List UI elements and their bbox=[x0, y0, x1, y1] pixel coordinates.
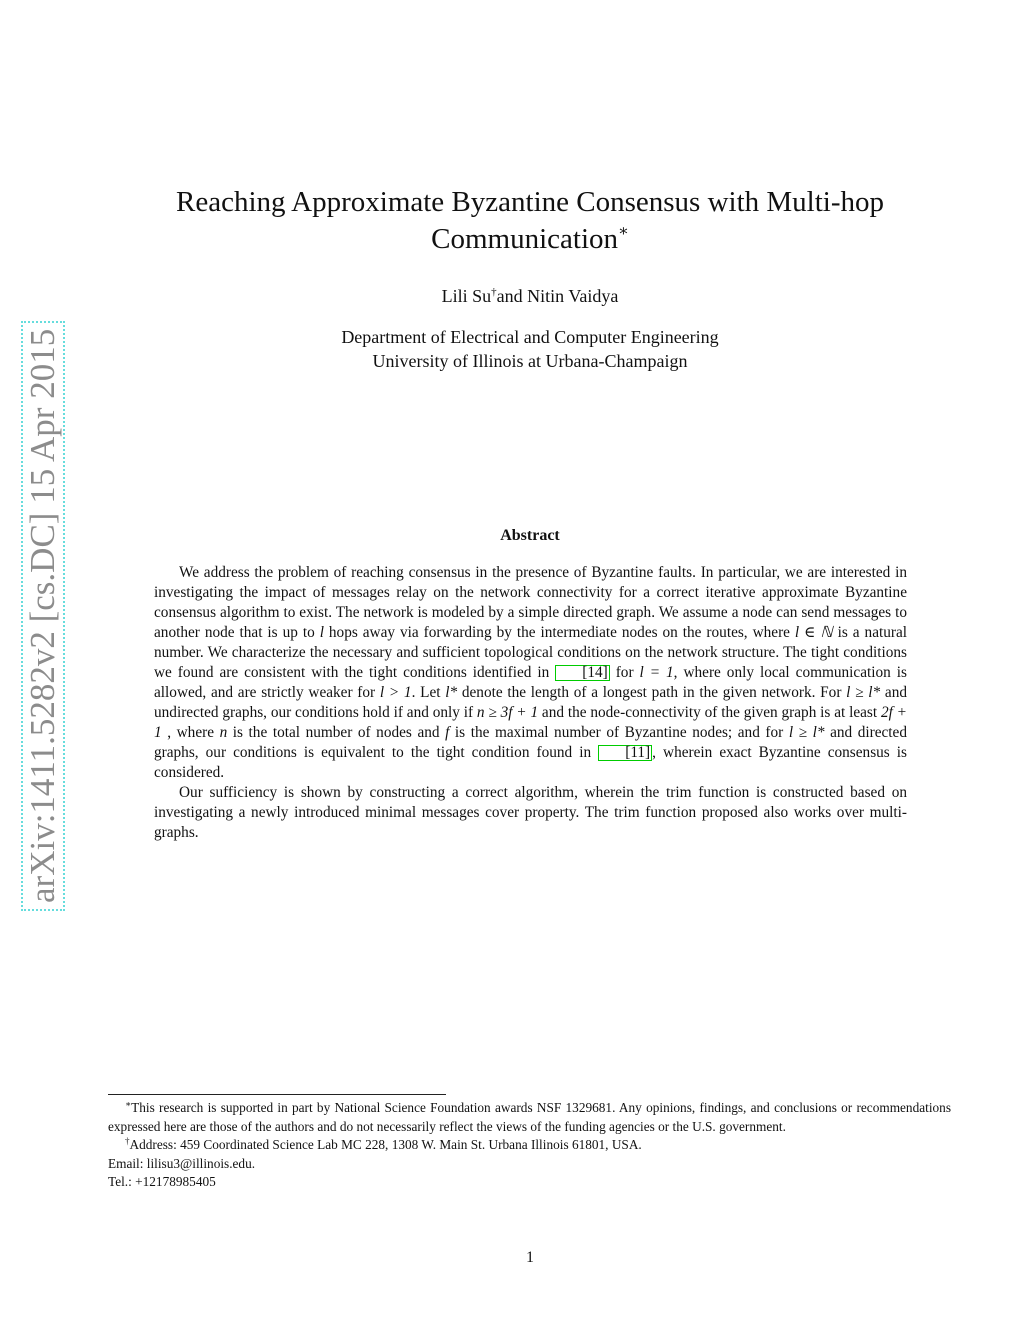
text-run: hops away via forwarding by the intermediate nodes on the routes, where bbox=[323, 624, 795, 641]
title-line-2: Communication bbox=[431, 223, 618, 255]
author-rest: and Nitin Vaidya bbox=[496, 286, 619, 306]
math-inline: l > 1 bbox=[379, 684, 412, 701]
title-line-1: Reaching Approximate Byzantine Consensus with Multi-hop bbox=[176, 186, 884, 218]
text-run: , where only local communication is allowed, and are strictly weaker for bbox=[154, 664, 907, 701]
math-inline: l ≥ l* bbox=[846, 684, 881, 701]
math-inline: 2f + 1 bbox=[154, 704, 907, 741]
author-footnote-mark: † bbox=[491, 286, 497, 298]
page-number: 1 bbox=[526, 1249, 534, 1266]
text-run: and undirected graphs, our conditions hold if and only if bbox=[154, 684, 907, 721]
text-run: We address the problem of reaching consensus in the presence of Byzantine faults. In particular, we are interested in investigating the impact of messages relay on the network connectivity for a correct iterative approximate Byzantine consensus algorithm to exist. The network is modeled by a simple directed graph. We assume a node can send messages to another node that is up to bbox=[154, 564, 907, 641]
math-inline: l ≥ l* bbox=[788, 724, 825, 741]
footnote-divider bbox=[108, 1094, 446, 1095]
affiliation-line-1: Department of Electrical and Computer Engineering bbox=[341, 327, 719, 347]
footnote-2 bbox=[108, 1136, 951, 1155]
text-run: for bbox=[609, 664, 640, 681]
author-first: Lili Su bbox=[441, 286, 492, 306]
math-inline: l ∈ ℕ bbox=[794, 624, 833, 641]
text-run: , where bbox=[161, 724, 220, 741]
math-inline: l* bbox=[445, 684, 458, 701]
footnote-2-mark: † bbox=[125, 1136, 130, 1146]
footnote-1-mark: ∗ bbox=[125, 1099, 132, 1109]
text-run: denote the length of a longest path in the given network. For bbox=[457, 684, 847, 701]
text-run: is the maximal number of Byzantine nodes; and for bbox=[449, 724, 789, 741]
math-inline: l = 1 bbox=[639, 664, 674, 681]
footnote-1-text: This research is supported in part by National Science Foundation awards NSF 1329681. Any opinions, findings, and conclusions or recommendations expressed here are those of the authors and do not necessarily reflect the views of the funding agencies or the U.S. government. bbox=[108, 1100, 951, 1134]
math-inline: l bbox=[319, 624, 324, 641]
arxiv-stamp-text[interactable]: arXiv:1411.5282v2 [cs.DC] 15 Apr 2015 bbox=[21, 321, 65, 911]
title-footnote-mark: ∗ bbox=[618, 223, 629, 240]
text-run: and the node-connectivity of the given graph is at least bbox=[538, 704, 881, 721]
text-run: . Let bbox=[411, 684, 446, 701]
math-inline: n ≥ 3f + 1 bbox=[476, 704, 539, 721]
footnote-email: Email: lilisu3@illinois.edu. bbox=[108, 1155, 256, 1171]
text-run: is the total number of nodes and bbox=[227, 724, 446, 741]
text-run: is a natural number. We characterize the necessary and sufficient topological conditions on the network structure. The tight conditions we found are consistent with the tight conditions identified in bbox=[154, 624, 908, 681]
abstract-paragraph-1 bbox=[154, 563, 907, 783]
math-inline: n bbox=[219, 724, 228, 741]
authors bbox=[150, 284, 910, 308]
citation-link[interactable]: [14] bbox=[555, 665, 610, 681]
abstract-paragraph-2: Our sufficiency is shown by constructing a correct algorithm, wherein the trim function is constructed based on investigating a newly introduced minimal messages cover property. The trim function proposed also works over multi-graphs. bbox=[154, 784, 907, 841]
affiliation-line-2: University of Illinois at Urbana-Champaign bbox=[372, 351, 688, 371]
text-run: , wherein exact Byzantine consensus is considered. bbox=[154, 744, 908, 781]
citation-link[interactable]: [11] bbox=[598, 745, 652, 761]
abstract-body bbox=[154, 563, 907, 843]
affiliation bbox=[150, 325, 910, 373]
footnote-1 bbox=[108, 1099, 951, 1136]
abstract-heading: Abstract bbox=[500, 527, 560, 544]
footnote-2-text: Address: 459 Coordinated Science Lab MC 228, 1308 W. Main St. Urbana Illinois 61801, USA. bbox=[129, 1137, 642, 1152]
text-run: and directed graphs, our conditions is equivalent to the tight condition found in bbox=[154, 724, 907, 761]
math-inline: f bbox=[445, 724, 450, 741]
footnotes bbox=[108, 1099, 951, 1192]
paper-title bbox=[150, 184, 910, 258]
footnote-tel: Tel.: +12178985405 bbox=[108, 1174, 216, 1189]
